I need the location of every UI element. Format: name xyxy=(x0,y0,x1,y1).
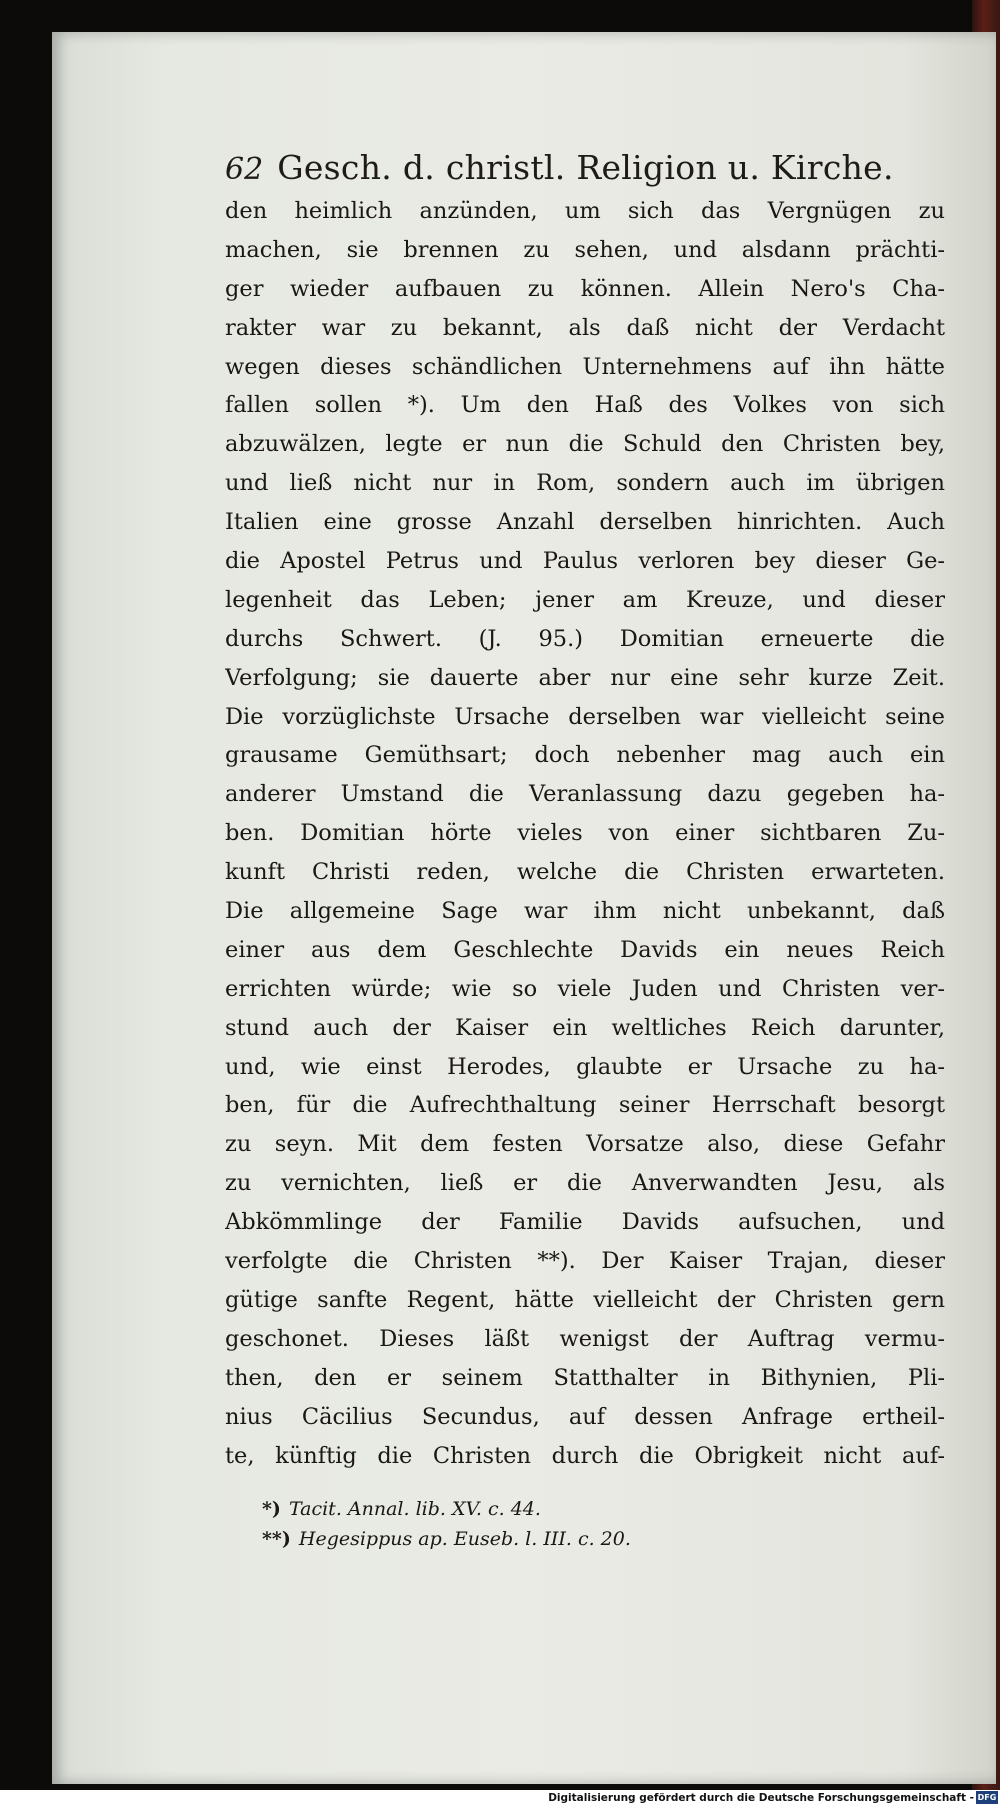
text-line: gütige sanfte Regent, hätte vielleicht der Christen gern xyxy=(225,1286,945,1313)
text-line: fallen sollen *). Um den Haß des Volkes von sich xyxy=(225,392,945,419)
digitization-credit: Digitalisierung gefördert durch die Deutsche Forschungsgemeinschaft - xyxy=(548,1792,974,1804)
text-line: rakter war zu bekannt, als daß nicht der Verdacht xyxy=(225,314,945,341)
text-line: then, den er seinem Statthalter in Bithynien, Pli- xyxy=(225,1364,945,1391)
text-line: die Apostel Petrus und Paulus verloren bey dieser Ge- xyxy=(225,548,945,575)
text-line: Die vorzüglichste Ursache derselben war vielleicht seine xyxy=(225,703,945,730)
text-line: einer aus dem Geschlechte Davids ein neues Reich xyxy=(225,936,945,963)
text-line: kunft Christi reden, welche die Christen erwarteten. xyxy=(225,859,945,886)
footnote-mark: **) xyxy=(262,1528,291,1550)
text-line: nius Cäcilius Secundus, auf dessen Anfrage ertheil- xyxy=(225,1403,945,1430)
body-text xyxy=(225,192,945,1475)
text-line: den heimlich anzünden, um sich das Vergnügen zu xyxy=(225,198,945,224)
page-header xyxy=(225,148,925,194)
footnote xyxy=(262,1524,922,1554)
text-line: durchs Schwert. (J. 95.) Domitian erneuerte die xyxy=(225,625,945,652)
text-line: wegen dieses schändlichen Unternehmens auf ihn hätte xyxy=(225,353,945,380)
text-line: anderer Umstand die Veranlassung dazu gegeben ha- xyxy=(225,781,945,808)
text-line: abzuwälzen, legte er nun die Schuld den Christen bey, xyxy=(225,431,945,458)
dfg-logo-icon: DFG xyxy=(977,1793,997,1802)
text-line: ben, für die Aufrechthaltung seiner Herrschaft besorgt xyxy=(225,1092,945,1119)
text-line: zu vernichten, ließ er die Anverwandten Jesu, als xyxy=(225,1170,945,1197)
text-line: zu seyn. Mit dem festen Vorsatze also, diese Gefahr xyxy=(225,1131,945,1158)
text-line: Die allgemeine Sage war ihm nicht unbekannt, daß xyxy=(225,898,945,925)
text-line: stund auch der Kaiser ein weltliches Reich darunter, xyxy=(225,1014,945,1041)
text-line: Verfolgung; sie dauerte aber nur eine sehr kurze Zeit. xyxy=(225,664,945,691)
text-line: Abkömmlinge der Familie Davids aufsuchen, und xyxy=(225,1209,945,1236)
text-line: ben. Domitian hörte vieles von einer sichtbaren Zu- xyxy=(225,820,945,847)
page-number: 62 xyxy=(225,152,264,187)
text-line: legenheit das Leben; jener am Kreuze, und dieser xyxy=(225,586,945,613)
text-line: geschonet. Dieses läßt wenigst der Auftrag vermu- xyxy=(225,1325,945,1352)
text-line: und, wie einst Herodes, glaubte er Ursache zu ha- xyxy=(225,1053,945,1080)
text-line: machen, sie brennen zu sehen, und alsdann prächti- xyxy=(225,236,945,263)
footnote-text: Tacit. Annal. lib. XV. c. 44. xyxy=(288,1498,541,1520)
footnote-text: Hegesippus ap. Euseb. l. III. c. 20. xyxy=(298,1528,631,1550)
text-line: und ließ nicht nur in Rom, sondern auch im übrigen xyxy=(225,470,945,497)
footnote xyxy=(262,1494,922,1524)
text-line: grausame Gemüthsart; doch nebenher mag auch ein xyxy=(225,742,945,769)
running-title: Gesch. d. christl. Religion u. Kirche. xyxy=(277,148,894,187)
text-line: verfolgte die Christen **). Der Kaiser Trajan, dieser xyxy=(225,1248,945,1275)
footnotes xyxy=(262,1494,922,1554)
text-line: te, künftig die Christen durch die Obrigkeit nicht auf- xyxy=(225,1442,945,1469)
text-line: errichten würde; wie so viele Juden und Christen ver- xyxy=(225,975,945,1002)
text-line: Italien eine grosse Anzahl derselben hinrichten. Auch xyxy=(225,509,945,536)
footnote-mark: *) xyxy=(262,1498,281,1520)
text-line: ger wieder aufbauen zu können. Allein Nero's Cha- xyxy=(225,275,945,302)
